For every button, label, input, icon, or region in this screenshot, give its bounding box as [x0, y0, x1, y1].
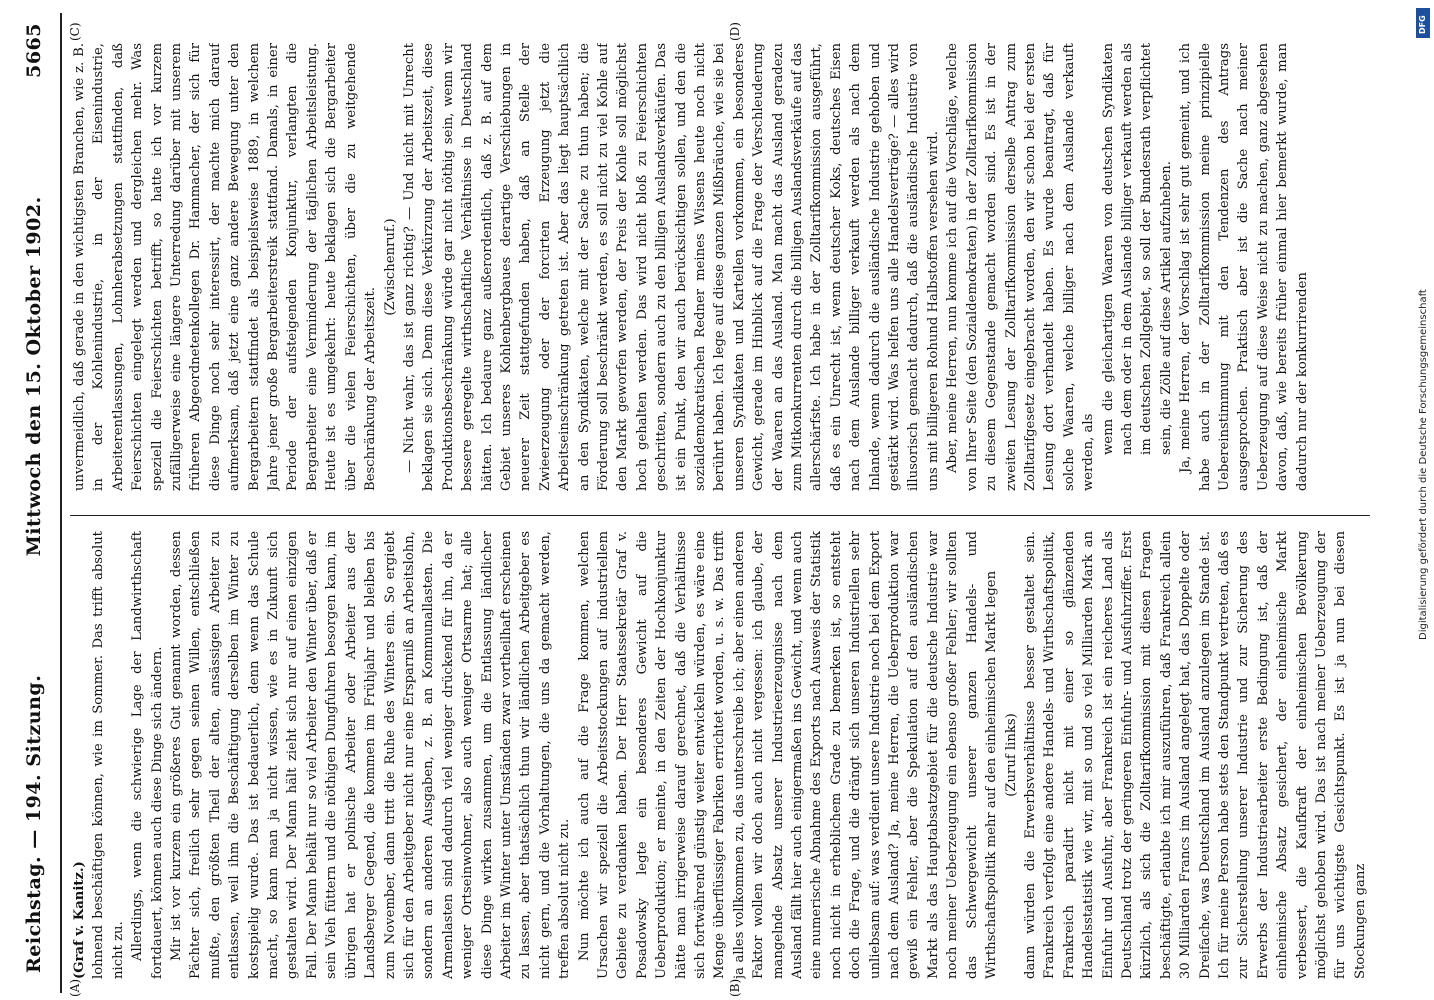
marker-b: (B) — [728, 978, 742, 997]
paragraph: — Nicht wahr, das ist ganz richtig? — Und nicht mit Unrecht beklagen sie sich. Denn diese Verkürzung der Arbeitszeit, diese Produktionsbeschränkung würde gar nicht nöthig sein, wenn wir bessere geregelte wirthschaftliche Verhältnisse in Deutschland hätten. Ich bedaure ganz außerordentlich, daß z. B. auf dem Gebiet unseres Kohlenbergbaues derartige Verschiebungen in neuerer Zeit stattgefunden haben, daß an Stelle der Zwieerzeugung oder der forcirten Erzeugung jetzt die Arbeitseinschränkung getreten ist. Aber das liegt hauptsächlich an den Syndikaten, welche mit der Sache zu thun haben; die Förderung soll beschränkt werden, es soll nicht zu viel Kohle auf den Markt geworfen werden, der Preis der Kohle soll möglichst hoch gehalten werden. Das wird nicht bloß zu Feierschichten geschritten, sondern auch zu den billigen Auslandsverkäufen. Das ist ein Punkt, den wir auch berücksichtigen sollen, und den die sozialdemokratischen Redner meines Wissens heute noch nicht berührt haben. Ich lege auf diese ganzen Mißbräuche, wie sie bei unseren Syndikaten und Kartellen vorkommen, ein besonderes Gewicht, gerade im Hinblick auf die Frage der Verschleuderung der Waaren an das Ausland. Man macht das Ausland geradezu zum Mitkonkurrenten durch die billigen Auslandsverkäufe auf das allerschärfste. Ich habe in der Zolltarifkommission ausgeführt, daß es ein Unrecht ist, wenn deutscher Koks, deutsches Eisen nach dem Auslande billiger verkauft werden als nach dem Inlande, wenn dadurch die ausländische Industrie gehoben und gestärkt wird. Was helfen uns alle Handelsverträge? — alles wird illusorisch gemacht dadurch, daß die ausländische Industrie von uns mit billigeren Rohund Halbstoffen versehen wird. — [401, 43, 941, 491]
digitization-credit — [1412, 0, 1434, 1000]
paragraph: Allerdings, wenn die schwierige Lage der Landwirthschaft fortdauert, können auch diese Dinge sich ändern. — [130, 531, 165, 979]
paragraph: dann würden die Erwerbsverhältnisse besser gestaltet sein. Frankreich verfolgt eine andere Handels- und Wirthschaftspolitik, Frankreich paradirt nicht mit einer so glänzenden Handelsstatistik wie wir, mit so und so viel Milliarden Mark an Einfuhr und Ausfuhr, aber Frankreich ist ein reicheres Land als Deutschland trotz der geringeren Einfuhr- und Ausfuhrziffer. Erst kürzlich, als sich die Zolltarifkommission mit diesen Fragen beschäftigte, erlaubte ich mir auszuführen, daß Frankreich allein 30 Milliarden Francs im Ausland angelegt hat, das Doppelte oder Dreifache, was Deutschland im Ausland anzulegen im Stande ist. Ich für meine Person habe stets den Standpunkt vertreten, daß es zur Sicherstellung unserer Industrie und zur Sicherung des Erwerbs der Industriearbeiter erste Bedingung ist, daß der einheimische Absatz gesichert, der einheimische Markt verbessert, die Kaufkraft der einheimischen Bevölkerung möglichst gehoben wird. Das ist nach meiner Ueberzeugung der für uns wichtigste Gesichtspunkt. Es ist ja nun bei diesen Stockungen ganz — [1022, 531, 1368, 979]
header-date: Mittwoch den 15. Oktober 1902. — [23, 196, 45, 557]
quoted-motion: wenn die gleichartigen Waaren von deutschen Syndikaten nach dem oder in dem Auslande billiger verkauft werden als im deutschen Zollgebiet, so soll der Bundesrath verpflichtet sein, die Zölle auf diese Artikel aufzuheben. — [1100, 43, 1174, 455]
right-column — [70, 43, 1370, 491]
paragraph: unvermeidlich, daß gerade in den wichtigsten Branchen, wie z. B. in der Kohlenindustrie, in der Eisenindustrie, Arbeiterentlassungen, Lohnherabsetzungen stattfinden, daß Feierschichten eingelegt werden und dergleichen mehr. Was speziell die Feierschichten betrifft, so hatte ich vor kurzem zufälligerweise eine längere Unterredung darüber mit unserem früheren Abgeordnetenkollegen Dr. Hammacher, der sich für diese Dinge noch sehr interessirt, der machte mich darauf aufmerksam, daß jetzt eine ganz andere Bewegung unter den Bergarbeitern stattfindet als beispielsweise 1889, in welchem Jahre jener große Bergarbeiterstreik stattfand. Damals, in einer Periode der aufsteigenden Konjunktur, verlangten die Bergarbeiter eine Verminderung der täglichen Arbeitsleistung. Heute ist es umgekehrt: heute beklagen sich die Bergarbeiter über die vielen Feierschichten, über die zu weitgehende Beschränkung der Arbeitszeit. — [72, 43, 379, 491]
paragraph: Ja, meine Herren, der Vorschlag ist sehr gut gemeint, und ich habe auch in der Zolltarifkommission meine prinzipielle Uebereinstimmung mit den Tendenzen des Antrags ausgesprochen. Praktisch aber ist die Sache nach meiner Ueberzeugung auf diese Weise nicht zu machen, ganz abgesehen davon, daß, wie bereits früher einmal hier bemerkt wurde, man dadurch nur der konkurrirenden — [1178, 43, 1310, 491]
paragraph: lohnend beschäftigen können, wie im Sommer. Das trifft absolut nicht zu. — [91, 531, 126, 979]
marker-a: (A) — [68, 978, 82, 997]
header-left: Reichstag. — 194. Sitzung. — [23, 674, 45, 973]
left-column — [70, 531, 1370, 979]
marker-d: (D) — [728, 22, 742, 41]
newspaper-page — [8, 13, 1383, 997]
page-header — [8, 13, 62, 993]
paragraph: Aber, meine Herren, nun komme ich auf die Vorschläge, welche von Ihrer Seite (den Sozialdemokraten) in der Zolltarifkommission zu diesem Gegenstande gemacht worden sind. Es ist in der zweiten Lesung der Zolltarifkommission derselbe Antrag zum Zolltarifgesetz eingebracht worden, den wir schon bei der ersten Lesung dort verhandelt haben. Es wurde beantragt, daß für solche Waaren, welche billiger nach dem Auslande verkauft werden, als — [945, 43, 1097, 491]
paragraph: Mir ist vor kurzem ein größeres Gut genannt worden, dessen Pächter sich, freilich sehr gegen seinen Willen, entschließen mußte, den größten Theil der alten, ansässigen Arbeiter zu entlassen, weil ihm die Beschäftigung derselben im Winter zu kostspielig wurde. Das ist bedauerlich, denn wenn das Schule macht, so kann man ja nicht wissen, wie es in Zukunft sich gestalten wird. Der Mann hält zieht sich nur auf einen einzigen Fall. Der Mann behält nur so viel Arbeiter den Winter über, daß er sein Vieh füttern und die nöthigen Dungfuhren besorgen kann, im übrigen hat er polnische Arbeiter oder Arbeiter aus der Landsberger Gegend, die kommen im Frühjahr und bleiben bis zum November, dann tritt die Ruhe des Winters ein. So ergiebt sich für den Arbeitgeber nicht nur eine Ersparniß an Arbeitslohn, sondern an anderen Ausgaben, z. B. an Kommunallasten. Die Armenlasten sind dadurch viel weniger drückend für ihn, da er weniger Ortseinwohner, also auch weniger Ortsarme hat; alle diese Dinge wirken zusammen, um die Entlassung ländlicher Arbeiter im Winter unter Umständen zwar vortheilhaft erscheinen zu lassen, aber thatsächlich thun wir ländlichen Arbeitgeber es nicht gern, und die Vorhaltungen, die uns da gemacht werden, treffen absolut nicht zu. — [169, 531, 573, 979]
interjection: (Zwischenruf.) — [382, 218, 398, 316]
column-divider — [70, 515, 1370, 516]
dfg-logo-text: DFG — [1418, 15, 1427, 34]
paragraph: Nun möchte ich auch auf die Frage kommen, welchen Ursachen wir speziell die Arbeitsstockungen auf industriellem Gebiete zu verdanken haben. Der Herr Staatssekretär Graf v. Posadowsky legte ein besonderes Gewicht auf die Ueberproduktion; er meinte, in den Zeiten der Hochkonjunktur hätte man irrigerweise darauf gerechnet, daß die Verhältnisse sich fortwährend günstig weiter entwickeln würden, es wäre eine Menge überflüssiger Fabriken errichtet worden, u. s. w. Das trifft ja alles vollkommen zu, das unterschreibe ich; aber einen anderen Faktor wollen wir doch auch nicht vergessen: ich glaube, der mangelnde Absatz unserer Industrieerzeugnisse nach dem Ausland fällt hier auch einigermaßen ins Gewicht, und wenn auch eine numerische Abnahme des Exports nach Ausweis der Statistik noch nicht in erheblichem Grade zu bemerken ist, so entsteht doch die Frage, und die drängt sich unseren Industriellen sehr unliebsam auf: was verdient unsere Industrie noch bei dem Export nach dem Ausland? Ja, meine Herren, die Ueberproduktion war gewiß ein Fehler, aber die Spekulation auf den ausländischen Markt als das Hauptabsatzgebiet für die deutsche Industrie war noch meiner Ueberzeugung ein ebenso großer Fehler; wir sollten das Schwergewicht unserer ganzen Handels- und Wirthschaftspolitik mehr auf den einheimischen Markt legen — [576, 531, 1000, 979]
speaker-label: (Graf v. Kanitz.) — [72, 861, 87, 979]
credit-text: Digitalisierung gefördert durch die Deutsche Forschungsgemeinschaft — [1418, 289, 1429, 640]
page-number: 5665 — [23, 23, 45, 78]
interjection: (Zuruf links) — [1003, 713, 1019, 797]
marker-c: (C) — [68, 22, 82, 41]
